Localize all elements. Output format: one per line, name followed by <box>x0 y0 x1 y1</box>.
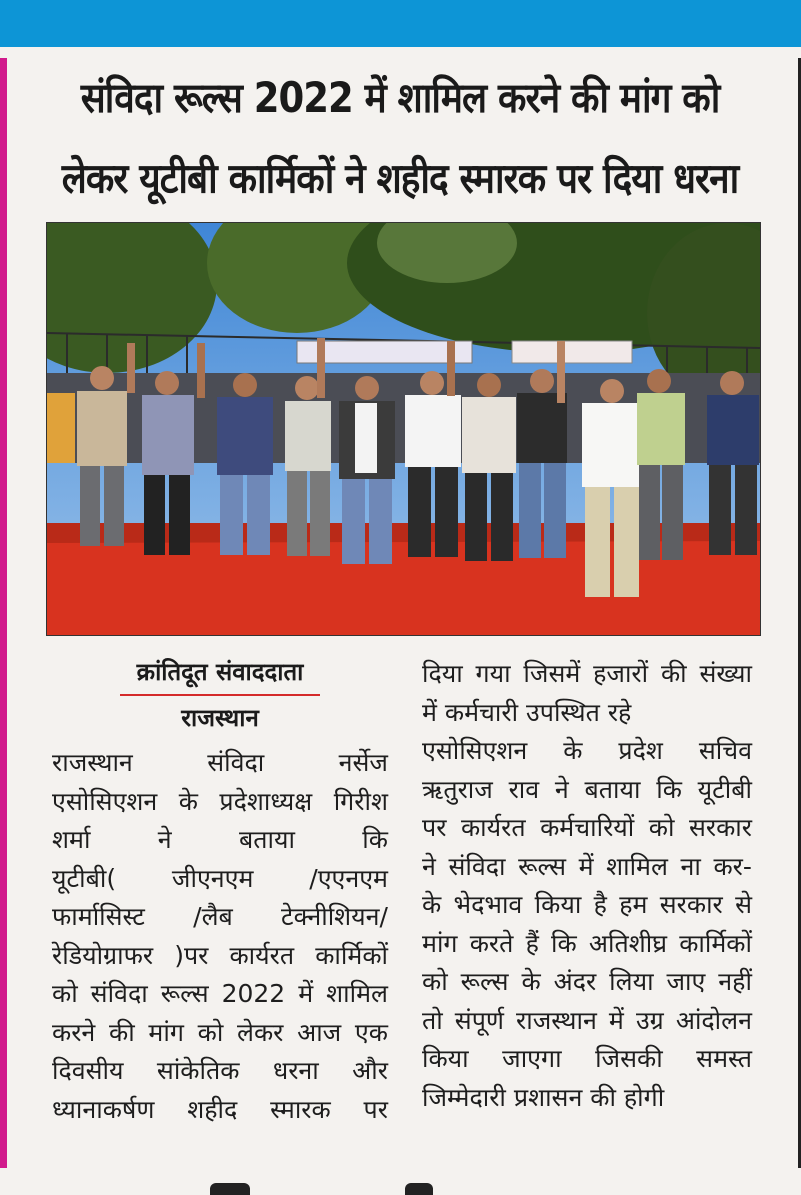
byline <box>52 654 388 736</box>
protest-photo-illustration <box>47 223 760 635</box>
reporter-name: क्रांतिदूत संवाददाता <box>136 658 304 686</box>
left-frame-border <box>0 58 7 1168</box>
article-column-1 <box>52 744 388 1129</box>
article-line: पर कार्यरत कर्मचारियों को सरकार <box>422 813 752 842</box>
article-line: में कर्मचारी उपस्थित रहे <box>422 697 632 727</box>
article-line: एसोसिएशन के प्रदेश सचिव <box>422 736 752 765</box>
article-line: ध्यानाकर्षण शहीद स्मारक पर <box>52 1094 388 1124</box>
headline-line-1: संविदा रूल्स 2022 में शामिल करने की मांग को <box>80 73 720 122</box>
headline <box>20 58 780 219</box>
article-line: करने की मांग को लेकर आज एक <box>52 1017 388 1047</box>
article-line: तो संपूर्ण राजस्थान में उग्र आंदोलन <box>422 1005 752 1035</box>
byline-rule <box>120 694 320 696</box>
article-line: दिया गया जिसमें हजारों की संख्या <box>422 659 752 688</box>
article-line: मांग करते हैं कि अतिशीघ्र कार्मिकों <box>422 928 752 958</box>
dateline-location: राजस्थान <box>181 704 259 732</box>
article-line: किया जाएगा जिसकी समस्त <box>422 1044 752 1073</box>
headline-line-2: लेकर यूटीबी कार्मिकों ने शहीद स्मारक पर दिया धरना <box>61 154 739 203</box>
article-line: राजस्थान संविदा नर्सेज <box>52 748 388 777</box>
article-line: को संविदा रूल्स 2022 में शामिल <box>52 979 388 1008</box>
article-column-2 <box>422 655 752 1117</box>
top-bar <box>0 0 801 47</box>
article-line: को रूल्स के अंदर लिया जाए नहीं <box>422 967 752 996</box>
article-line: ने संविदा रूल्स में शामिल ना कर- <box>422 851 752 881</box>
article-line: रेडियोग्राफर )पर कार्यरत कार्मिकों <box>52 940 388 970</box>
article-line: शर्मा ने बताया कि <box>52 825 388 854</box>
article-line: एसोसिएशन के प्रदेशाध्यक्ष गिरीश <box>52 786 388 816</box>
article-line: के भेदभाव किया है हम सरकार से <box>422 890 752 919</box>
article-line: जिम्मेदारी प्रशासन की होगी <box>422 1082 665 1112</box>
news-photo <box>46 222 761 636</box>
article-line: फार्मासिस्ट /लैब टेक्नीशियन/ <box>52 902 388 931</box>
article-line: ऋतुराज राव ने बताया कि यूटीबी <box>422 774 752 804</box>
next-headline-fragment <box>200 1183 600 1195</box>
article-line: यूटीबी( जीएनएम /एएनएम <box>52 863 388 893</box>
article-line: दिवसीय सांकेतिक धरना और <box>52 1056 388 1085</box>
